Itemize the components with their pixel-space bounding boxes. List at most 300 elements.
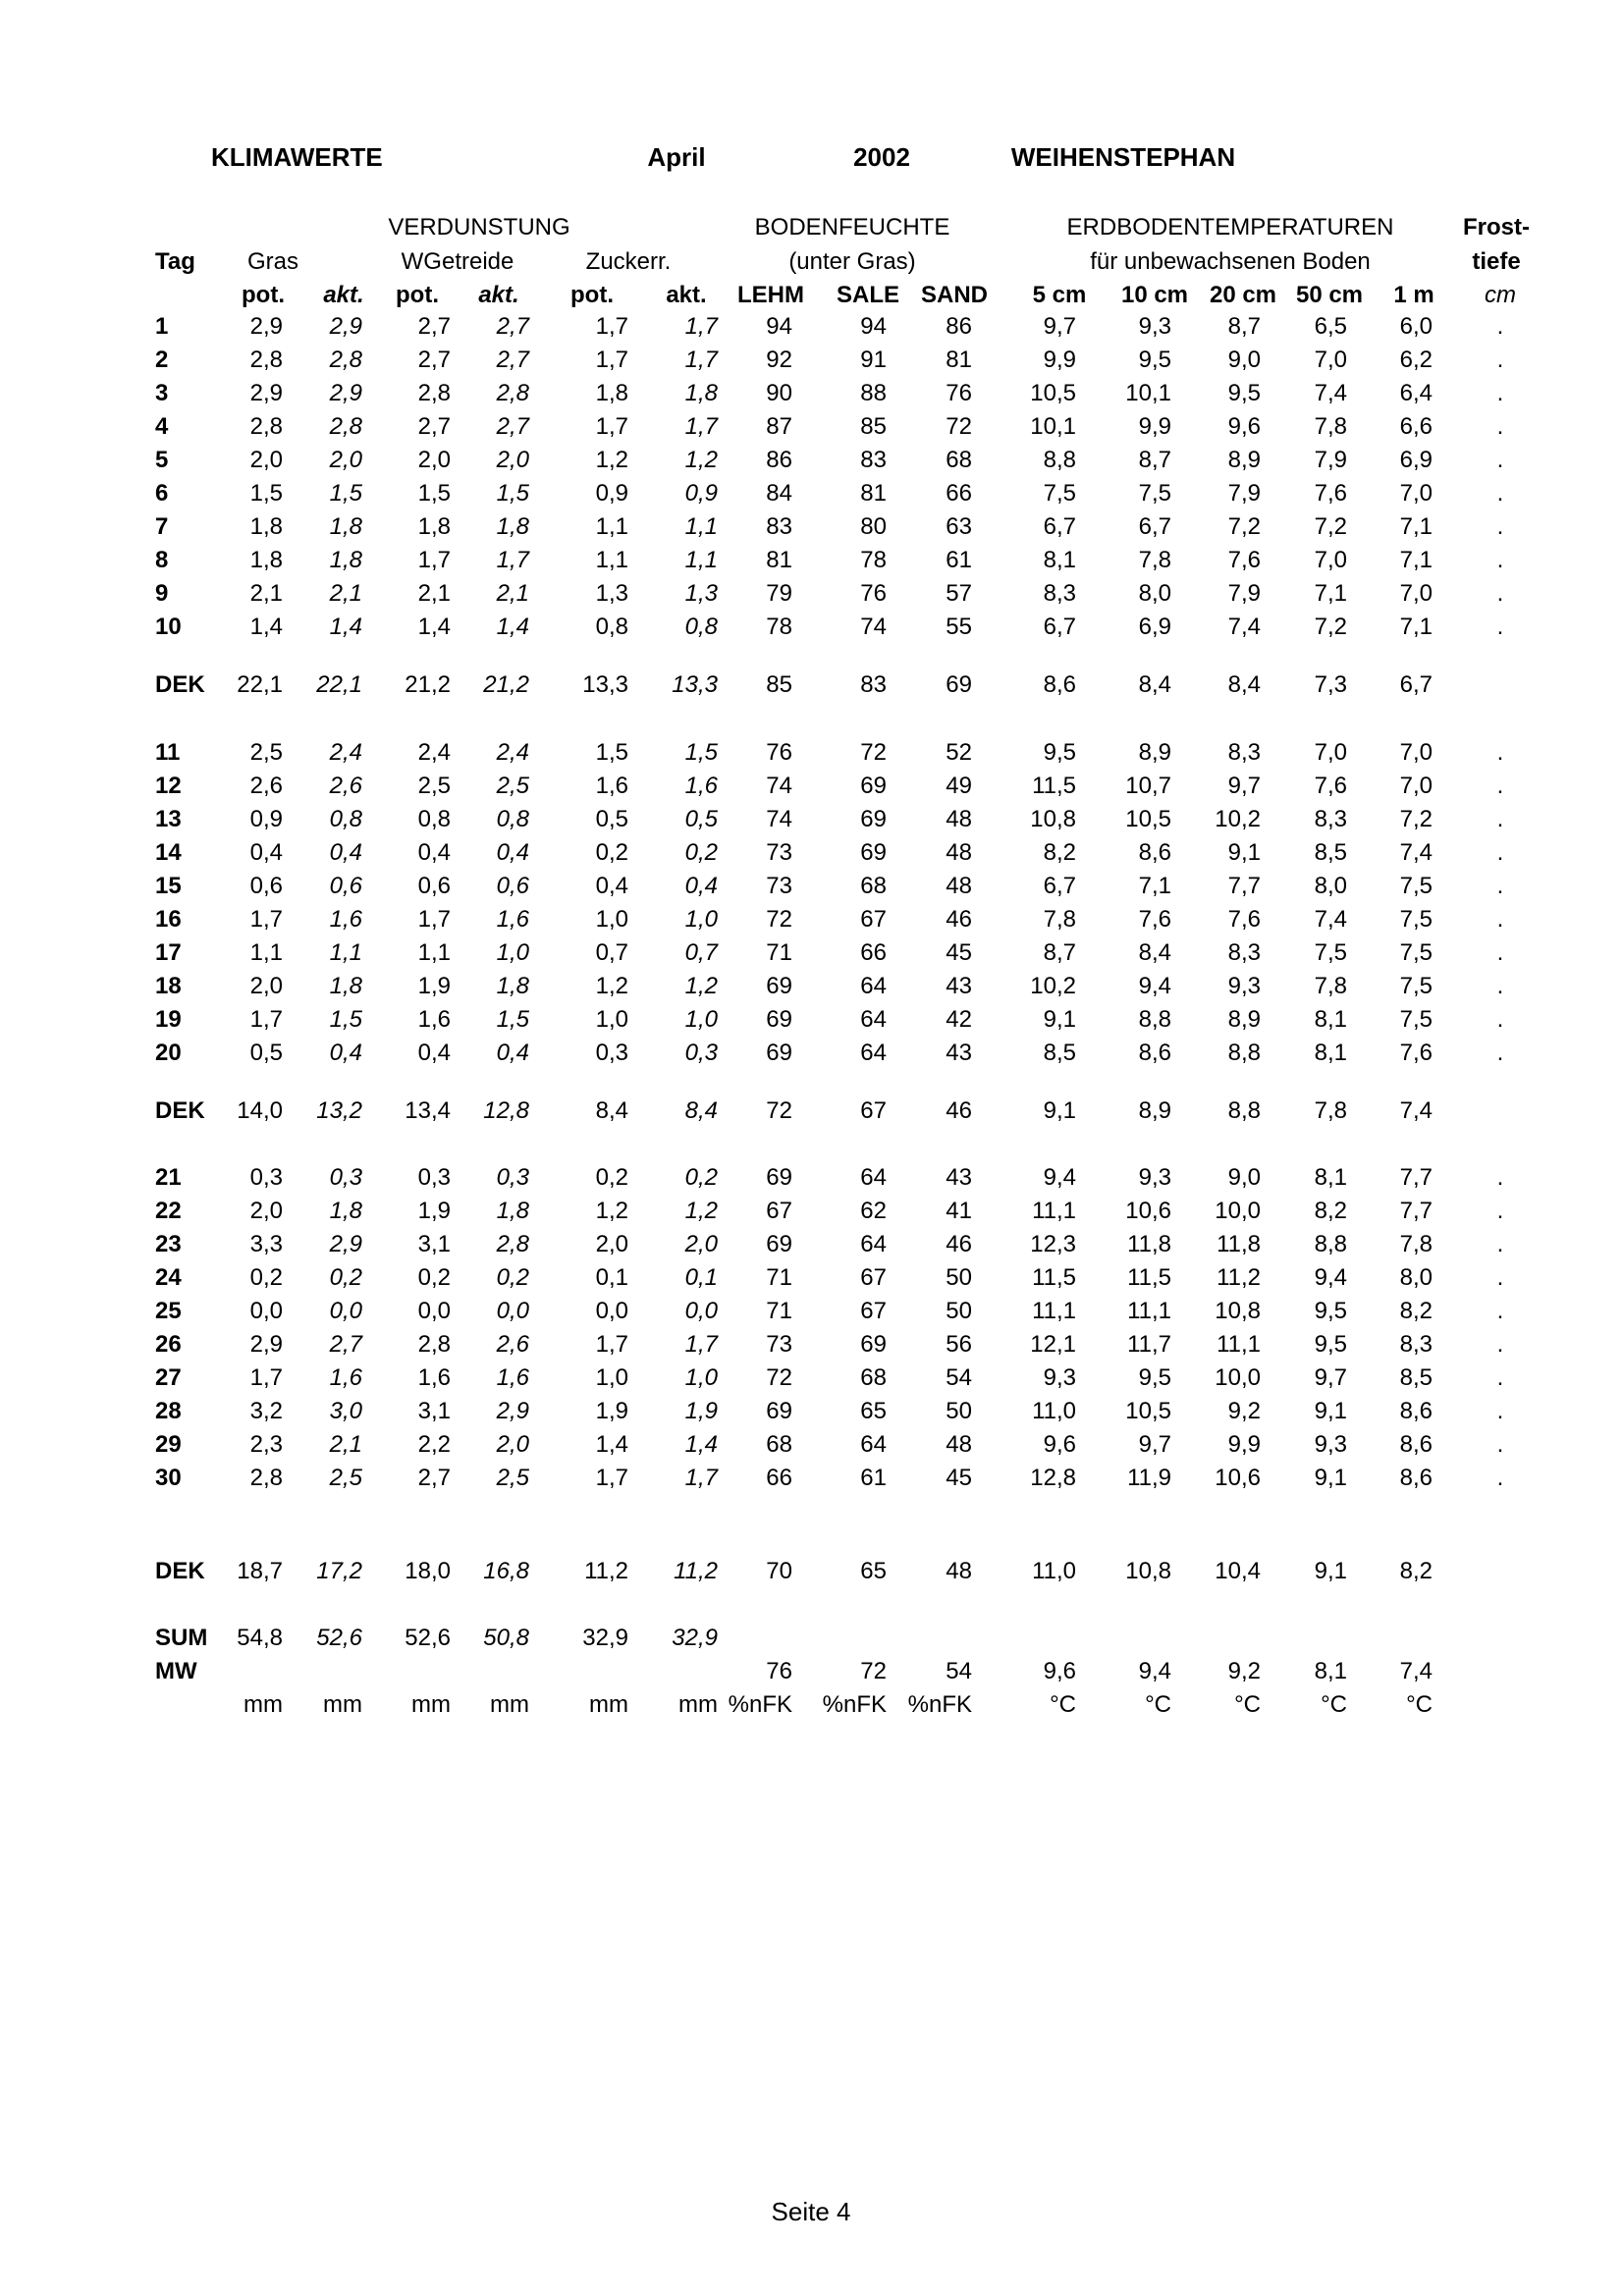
table-cell: 9,5 xyxy=(1138,1364,1171,1391)
table-cell: 9,0 xyxy=(1227,1164,1261,1191)
table-cell: 1,6 xyxy=(417,1364,451,1391)
table-cell: 6,9 xyxy=(1399,447,1433,473)
table-cell: 2,6 xyxy=(249,773,283,799)
row-label: 30 xyxy=(155,1465,182,1491)
row-label: 14 xyxy=(155,839,182,866)
table-cell: 85 xyxy=(860,413,887,440)
table-cell: 0,3 xyxy=(595,1040,628,1066)
table-cell: 1,8 xyxy=(417,513,451,540)
table-cell: 6,0 xyxy=(1399,313,1433,340)
table-cell: 7,9 xyxy=(1314,447,1347,473)
table-cell: 72 xyxy=(766,1364,792,1391)
table-cell: 1,8 xyxy=(684,380,718,406)
table-cell: 0,9 xyxy=(249,806,283,832)
table-cell: 6,9 xyxy=(1138,614,1171,640)
table-cell: 1,6 xyxy=(595,773,628,799)
table-cell: 2,0 xyxy=(249,447,283,473)
table-cell: 10,1 xyxy=(1125,380,1171,406)
table-cell: 2,6 xyxy=(496,1331,529,1358)
table-cell: 7,0 xyxy=(1399,773,1433,799)
table-cell: 68 xyxy=(766,1431,792,1458)
table-cell: 18,7 xyxy=(237,1558,283,1584)
table-cell: . xyxy=(1496,939,1504,966)
subheader-50cm: 50 cm xyxy=(1295,282,1364,308)
table-cell: 11,5 xyxy=(1032,1264,1076,1291)
table-cell: . xyxy=(1496,614,1504,640)
table-cell: 1,8 xyxy=(496,513,529,540)
row-label: 12 xyxy=(155,773,182,799)
table-cell: 83 xyxy=(766,513,792,540)
table-cell: 1,1 xyxy=(595,513,628,540)
row-label: DEK xyxy=(155,1558,205,1584)
table-cell: 8,8 xyxy=(1314,1231,1347,1257)
table-cell: 69 xyxy=(860,806,887,832)
table-cell: 54 xyxy=(946,1364,972,1391)
table-cell: 6,7 xyxy=(1138,513,1171,540)
table-cell: 1,6 xyxy=(684,773,718,799)
table-cell: 8,6 xyxy=(1138,839,1171,866)
table-cell: . xyxy=(1496,906,1504,933)
table-cell: . xyxy=(1496,313,1504,340)
table-cell: 68 xyxy=(860,1364,887,1391)
row-label: 13 xyxy=(155,806,182,832)
table-cell: 76 xyxy=(946,380,972,406)
table-cell: 9,6 xyxy=(1043,1658,1076,1684)
table-cell: . xyxy=(1496,1264,1504,1291)
table-cell: 8,0 xyxy=(1399,1264,1433,1291)
table-cell: 13,2 xyxy=(316,1097,362,1124)
table-cell: 43 xyxy=(946,973,972,999)
table-cell: 11,1 xyxy=(1217,1331,1261,1358)
table-cell: 0,2 xyxy=(595,839,628,866)
table-cell: 10,8 xyxy=(1125,1558,1171,1584)
table-cell: 8,9 xyxy=(1227,447,1261,473)
table-cell: 2,9 xyxy=(496,1398,529,1424)
table-cell: . xyxy=(1496,806,1504,832)
table-cell: 0,3 xyxy=(417,1164,451,1191)
table-cell: 9,1 xyxy=(1227,839,1261,866)
row-label: 2 xyxy=(155,347,169,373)
table-cell: . xyxy=(1496,413,1504,440)
table-cell: 11,1 xyxy=(1032,1198,1076,1224)
table-cell: 64 xyxy=(860,1040,887,1066)
table-cell: 6,7 xyxy=(1399,671,1433,698)
table-cell: 7,6 xyxy=(1227,547,1261,573)
table-cell: 61 xyxy=(946,547,972,573)
table-cell: 50 xyxy=(946,1264,972,1291)
table-cell: 14,0 xyxy=(237,1097,283,1124)
table-cell: 6,6 xyxy=(1399,413,1433,440)
table-cell: 10,2 xyxy=(1030,973,1076,999)
table-cell: 52 xyxy=(946,739,972,766)
table-cell: 78 xyxy=(860,547,887,573)
table-cell: 2,9 xyxy=(329,380,362,406)
table-cell: 48 xyxy=(946,806,972,832)
table-cell: 2,4 xyxy=(417,739,451,766)
table-cell: 7,1 xyxy=(1399,513,1433,540)
table-cell: 1,2 xyxy=(595,447,628,473)
table-cell: 7,6 xyxy=(1227,906,1261,933)
table-cell: 2,5 xyxy=(329,1465,362,1491)
header-zuckerr: Zuckerr. xyxy=(585,248,672,275)
header-unter-gras: (unter Gras) xyxy=(788,248,916,275)
table-cell: 9,1 xyxy=(1314,1398,1347,1424)
table-cell: 7,4 xyxy=(1399,1658,1433,1684)
table-cell: 8,2 xyxy=(1314,1198,1347,1224)
table-cell: 6,7 xyxy=(1043,614,1076,640)
table-cell: 3,2 xyxy=(249,1398,283,1424)
table-cell: 64 xyxy=(860,973,887,999)
table-cell: 10,7 xyxy=(1125,773,1171,799)
table-cell: 7,2 xyxy=(1399,806,1433,832)
table-cell: 8,4 xyxy=(1138,939,1171,966)
table-cell: 11,5 xyxy=(1127,1264,1171,1291)
sum-row xyxy=(0,1622,1623,1655)
table-cell: 8,8 xyxy=(1227,1097,1261,1124)
table-cell: 2,8 xyxy=(249,347,283,373)
table-cell: 94 xyxy=(860,313,887,340)
table-cell: 1,8 xyxy=(249,513,283,540)
table-cell: 43 xyxy=(946,1040,972,1066)
page-number: Seite 4 xyxy=(771,2197,851,2226)
row-label: 19 xyxy=(155,1006,182,1033)
table-cell: 8,4 xyxy=(684,1097,718,1124)
table-cell: 1,0 xyxy=(595,1006,628,1033)
table-cell: 0,4 xyxy=(417,1040,451,1066)
table-cell: 16,8 xyxy=(483,1558,529,1584)
table-cell: 8,4 xyxy=(1138,671,1171,698)
table-cell: 1,5 xyxy=(329,480,362,507)
table-cell: 1,4 xyxy=(249,614,283,640)
table-cell: 81 xyxy=(766,547,792,573)
table-cell: 8,2 xyxy=(1399,1558,1433,1584)
decade-row xyxy=(0,1095,1623,1128)
table-cell: 1,9 xyxy=(417,1198,451,1224)
row-label: 21 xyxy=(155,1164,182,1191)
table-cell: 11,1 xyxy=(1032,1298,1076,1324)
table-cell: 0,0 xyxy=(417,1298,451,1324)
table-cell: °C xyxy=(1050,1691,1076,1718)
table-cell: 12,1 xyxy=(1030,1331,1076,1358)
table-cell: 1,7 xyxy=(595,413,628,440)
table-cell: °C xyxy=(1145,1691,1171,1718)
subheader-10cm: 10 cm xyxy=(1120,282,1189,308)
table-cell: 7,8 xyxy=(1314,973,1347,999)
table-cell: 1,1 xyxy=(684,547,718,573)
table-cell: 73 xyxy=(766,1331,792,1358)
table-cell: 73 xyxy=(766,839,792,866)
table-cell: 83 xyxy=(860,447,887,473)
table-cell: 64 xyxy=(860,1164,887,1191)
day-row-3 xyxy=(0,377,1623,410)
table-cell: . xyxy=(1496,1164,1504,1191)
table-cell: 71 xyxy=(766,939,792,966)
table-cell: 2,9 xyxy=(329,1231,362,1257)
header-wgetreide: WGetreide xyxy=(401,248,514,275)
row-label: 17 xyxy=(155,939,182,966)
table-cell: 21,2 xyxy=(483,671,529,698)
table-cell: 1,8 xyxy=(329,973,362,999)
day-row-13 xyxy=(0,803,1623,836)
table-cell: 80 xyxy=(860,513,887,540)
table-cell: 69 xyxy=(946,671,972,698)
row-label: 1 xyxy=(155,313,169,340)
subheader-gras-akt: akt. xyxy=(323,282,364,308)
table-cell: 69 xyxy=(860,839,887,866)
table-cell: 8,9 xyxy=(1138,1097,1171,1124)
table-cell: 11,0 xyxy=(1032,1558,1076,1584)
table-cell: 0,2 xyxy=(496,1264,529,1291)
table-cell: 72 xyxy=(946,413,972,440)
table-cell: 6,2 xyxy=(1399,347,1433,373)
table-cell: 0,3 xyxy=(496,1164,529,1191)
table-cell: 2,8 xyxy=(496,380,529,406)
table-cell: 52,6 xyxy=(316,1625,362,1651)
table-cell: 0,8 xyxy=(417,806,451,832)
table-cell: 7,7 xyxy=(1399,1198,1433,1224)
table-cell: 1,5 xyxy=(496,480,529,507)
subheader-gras-pot: pot. xyxy=(242,282,285,308)
table-cell: 2,4 xyxy=(496,739,529,766)
table-cell: 9,2 xyxy=(1227,1398,1261,1424)
table-cell: 2,0 xyxy=(496,1431,529,1458)
table-cell: 0,9 xyxy=(684,480,718,507)
day-row-20 xyxy=(0,1037,1623,1070)
table-cell: 0,3 xyxy=(249,1164,283,1191)
table-cell: 6,4 xyxy=(1399,380,1433,406)
row-label: 16 xyxy=(155,906,182,933)
table-cell: 9,6 xyxy=(1043,1431,1076,1458)
table-cell: 8,2 xyxy=(1043,839,1076,866)
table-cell: 1,2 xyxy=(595,973,628,999)
table-cell: . xyxy=(1496,973,1504,999)
table-cell: 7,1 xyxy=(1399,547,1433,573)
table-cell: 74 xyxy=(860,614,887,640)
row-label: 22 xyxy=(155,1198,182,1224)
day-row-21 xyxy=(0,1161,1623,1195)
table-cell: . xyxy=(1496,1298,1504,1324)
table-cell: 0,0 xyxy=(329,1298,362,1324)
table-cell: 69 xyxy=(766,1006,792,1033)
table-cell: 1,7 xyxy=(684,347,718,373)
table-cell: 2,7 xyxy=(417,413,451,440)
table-cell: 74 xyxy=(766,806,792,832)
table-cell: 9,5 xyxy=(1043,739,1076,766)
units-row xyxy=(0,1688,1623,1722)
table-cell: 67 xyxy=(860,1264,887,1291)
table-cell: 8,6 xyxy=(1043,671,1076,698)
table-cell: 7,0 xyxy=(1314,547,1347,573)
table-cell: 13,4 xyxy=(405,1097,451,1124)
table-cell: 8,5 xyxy=(1399,1364,1433,1391)
row-label: 26 xyxy=(155,1331,182,1358)
day-row-10 xyxy=(0,611,1623,644)
table-cell: 46 xyxy=(946,906,972,933)
table-cell: 2,2 xyxy=(417,1431,451,1458)
table-cell: 1,8 xyxy=(249,547,283,573)
table-cell: 13,3 xyxy=(672,671,718,698)
table-cell: 7,8 xyxy=(1314,413,1347,440)
table-cell: 7,8 xyxy=(1138,547,1171,573)
table-cell: 48 xyxy=(946,839,972,866)
table-cell: 9,9 xyxy=(1138,413,1171,440)
table-cell: 1,0 xyxy=(684,906,718,933)
table-cell: 1,7 xyxy=(249,1006,283,1033)
group-header-frost: Frost- xyxy=(1463,214,1530,240)
table-cell: 71 xyxy=(766,1298,792,1324)
table-cell: 48 xyxy=(946,1558,972,1584)
subheader-1m: 1 m xyxy=(1393,282,1434,308)
decade-row xyxy=(0,668,1623,702)
table-cell: 9,6 xyxy=(1227,413,1261,440)
table-cell: 1,5 xyxy=(496,1006,529,1033)
table-cell: . xyxy=(1496,580,1504,607)
table-cell: 2,7 xyxy=(417,313,451,340)
table-cell: 0,4 xyxy=(417,839,451,866)
table-cell: 2,0 xyxy=(249,973,283,999)
row-label: MW xyxy=(155,1658,197,1684)
table-cell: 0,8 xyxy=(329,806,362,832)
day-row-11 xyxy=(0,736,1623,770)
table-cell: 1,2 xyxy=(684,973,718,999)
table-cell: 63 xyxy=(946,513,972,540)
table-cell: 1,7 xyxy=(249,906,283,933)
table-cell: 9,1 xyxy=(1314,1465,1347,1491)
table-cell: 1,7 xyxy=(684,313,718,340)
table-cell: 2,9 xyxy=(329,313,362,340)
table-cell: 7,0 xyxy=(1314,739,1347,766)
table-cell: . xyxy=(1496,1040,1504,1066)
table-cell: 1,9 xyxy=(595,1398,628,1424)
table-cell: 0,0 xyxy=(595,1298,628,1324)
table-cell: 68 xyxy=(860,873,887,899)
table-cell: 9,4 xyxy=(1138,973,1171,999)
table-cell: 66 xyxy=(766,1465,792,1491)
table-cell: 8,0 xyxy=(1138,580,1171,607)
table-cell: mm xyxy=(243,1691,283,1718)
table-cell: 0,8 xyxy=(595,614,628,640)
table-cell: 11,2 xyxy=(584,1558,628,1584)
header-tag: Tag xyxy=(155,248,195,275)
table-cell: . xyxy=(1496,347,1504,373)
report-station: WEIHENSTEPHAN xyxy=(1010,142,1236,172)
day-row-2 xyxy=(0,344,1623,377)
table-cell: 0,6 xyxy=(249,873,283,899)
table-cell: 10,8 xyxy=(1215,1298,1261,1324)
table-cell: mm xyxy=(678,1691,718,1718)
day-row-9 xyxy=(0,577,1623,611)
table-cell: 69 xyxy=(860,773,887,799)
table-cell: 45 xyxy=(946,939,972,966)
table-cell: 32,9 xyxy=(582,1625,628,1651)
table-cell: 12,3 xyxy=(1030,1231,1076,1257)
group-header-erdbodentemperaturen: ERDBODENTEMPERATUREN xyxy=(1066,214,1394,240)
table-cell: 0,0 xyxy=(249,1298,283,1324)
table-cell: 69 xyxy=(766,1164,792,1191)
row-label: 3 xyxy=(155,380,169,406)
day-row-29 xyxy=(0,1428,1623,1462)
table-cell: 8,2 xyxy=(1399,1298,1433,1324)
table-cell: 8,4 xyxy=(595,1097,628,1124)
day-row-18 xyxy=(0,970,1623,1003)
table-cell: 7,4 xyxy=(1399,1097,1433,1124)
table-cell: 81 xyxy=(946,347,972,373)
table-cell: 8,7 xyxy=(1227,313,1261,340)
table-cell: 1,2 xyxy=(595,1198,628,1224)
table-cell: 1,7 xyxy=(249,1364,283,1391)
table-cell: 22,1 xyxy=(237,671,283,698)
table-cell: 1,5 xyxy=(249,480,283,507)
report-title: KLIMAWERTE xyxy=(211,142,383,172)
table-cell: 85 xyxy=(766,671,792,698)
table-cell: 0,4 xyxy=(249,839,283,866)
table-cell: . xyxy=(1496,1364,1504,1391)
table-cell: 2,0 xyxy=(249,1198,283,1224)
table-cell: 1,4 xyxy=(417,614,451,640)
table-cell: 6,5 xyxy=(1314,313,1347,340)
table-cell: 2,5 xyxy=(496,773,529,799)
subheader-cm: cm xyxy=(1485,282,1516,308)
table-cell: 1,1 xyxy=(417,939,451,966)
table-cell: 61 xyxy=(860,1465,887,1491)
table-cell: 1,6 xyxy=(496,906,529,933)
table-cell: 10,2 xyxy=(1215,806,1261,832)
table-cell: 7,0 xyxy=(1399,580,1433,607)
subheader-5cm: 5 cm xyxy=(1032,282,1087,308)
table-cell: 76 xyxy=(766,739,792,766)
table-cell: 7,4 xyxy=(1227,614,1261,640)
table-cell: 10,5 xyxy=(1030,380,1076,406)
day-row-1 xyxy=(0,310,1623,344)
table-cell: 1,1 xyxy=(595,547,628,573)
table-cell: 9,1 xyxy=(1314,1558,1347,1584)
table-cell: 70 xyxy=(766,1558,792,1584)
table-cell: 9,3 xyxy=(1314,1431,1347,1458)
table-cell: %nFK xyxy=(822,1691,887,1718)
table-cell: 1,5 xyxy=(417,480,451,507)
table-cell: 11,5 xyxy=(1032,773,1076,799)
table-cell: 10,5 xyxy=(1125,1398,1171,1424)
table-cell: 8,3 xyxy=(1314,806,1347,832)
table-cell: 2,9 xyxy=(249,1331,283,1358)
table-cell: 7,6 xyxy=(1138,906,1171,933)
table-cell: 46 xyxy=(946,1231,972,1257)
table-cell: 0,8 xyxy=(496,806,529,832)
table-cell: . xyxy=(1496,1231,1504,1257)
table-cell: 2,1 xyxy=(496,580,529,607)
table-cell: 11,9 xyxy=(1127,1465,1171,1491)
row-label: DEK xyxy=(155,1097,205,1124)
table-cell: 65 xyxy=(860,1398,887,1424)
table-cell: 2,5 xyxy=(496,1465,529,1491)
table-cell: 1,8 xyxy=(496,973,529,999)
table-cell: 0,0 xyxy=(496,1298,529,1324)
table-cell: 84 xyxy=(766,480,792,507)
table-cell: 7,1 xyxy=(1399,614,1433,640)
table-cell: 8,0 xyxy=(1314,873,1347,899)
table-cell: 1,7 xyxy=(684,413,718,440)
table-cell: %nFK xyxy=(907,1691,972,1718)
table-cell: 74 xyxy=(766,773,792,799)
table-cell: 22,1 xyxy=(316,671,362,698)
day-row-23 xyxy=(0,1228,1623,1261)
table-cell: 7,7 xyxy=(1227,873,1261,899)
table-cell: 7,2 xyxy=(1314,513,1347,540)
table-cell: 10,8 xyxy=(1030,806,1076,832)
table-cell: 48 xyxy=(946,1431,972,1458)
table-cell: 73 xyxy=(766,873,792,899)
table-cell: 1,5 xyxy=(684,739,718,766)
